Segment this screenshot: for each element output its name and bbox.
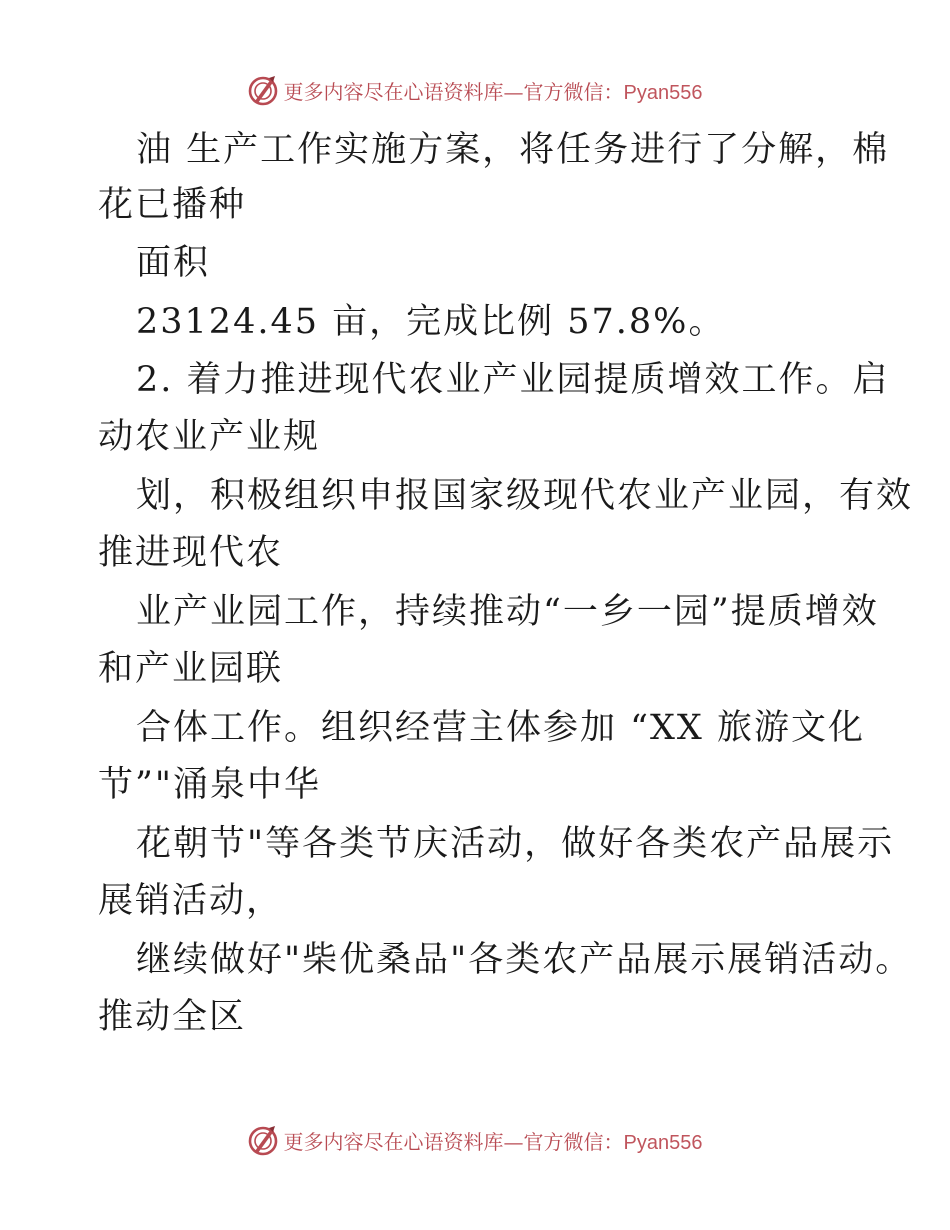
text-line: 展销活动， <box>98 881 284 921</box>
text-line: 继续做好"柴优桑品"各类农产品展示展销活动。 <box>136 940 913 980</box>
text-line: 和产业园联 <box>98 649 284 689</box>
text-line: 推动全区 <box>98 997 247 1037</box>
text-line: 节”"涌泉中华 <box>98 765 321 805</box>
text-line: 23124.45 亩，完成比例 57.8%。 <box>136 302 726 342</box>
xinyu-logo-icon <box>246 73 280 107</box>
footer-watermark <box>0 1120 950 1160</box>
text-line: 划，积极组织申报国家级现代农业产业园，有效 <box>136 476 914 516</box>
text-line: 花已播种 <box>98 185 247 225</box>
header-watermark <box>0 70 950 110</box>
text-line: 推进现代农 <box>98 533 284 573</box>
text-line: 业产业园工作，持续推动“一乡一园”提质增效 <box>136 592 879 632</box>
text-line: 花朝节"等各类节庆活动，做好各类农产品展示 <box>136 824 895 864</box>
xinyu-logo-icon <box>246 1123 280 1157</box>
header-watermark-text: 更多内容尽在心语资料库—官方微信：Pyan556 <box>283 79 703 104</box>
text-line: 2. 着力推进现代农业产业园提质增效工作。启 <box>136 360 890 400</box>
text-line: 面积 <box>136 243 211 283</box>
text-line: 油 生产工作实施方案，将任务进行了分解，棉 <box>136 130 890 170</box>
text-line: 动农业产业规 <box>98 417 321 457</box>
footer-watermark-text: 更多内容尽在心语资料库—官方微信：Pyan556 <box>283 1129 703 1154</box>
text-line: 合体工作。组织经营主体参加 “XX 旅游文化 <box>136 708 865 748</box>
